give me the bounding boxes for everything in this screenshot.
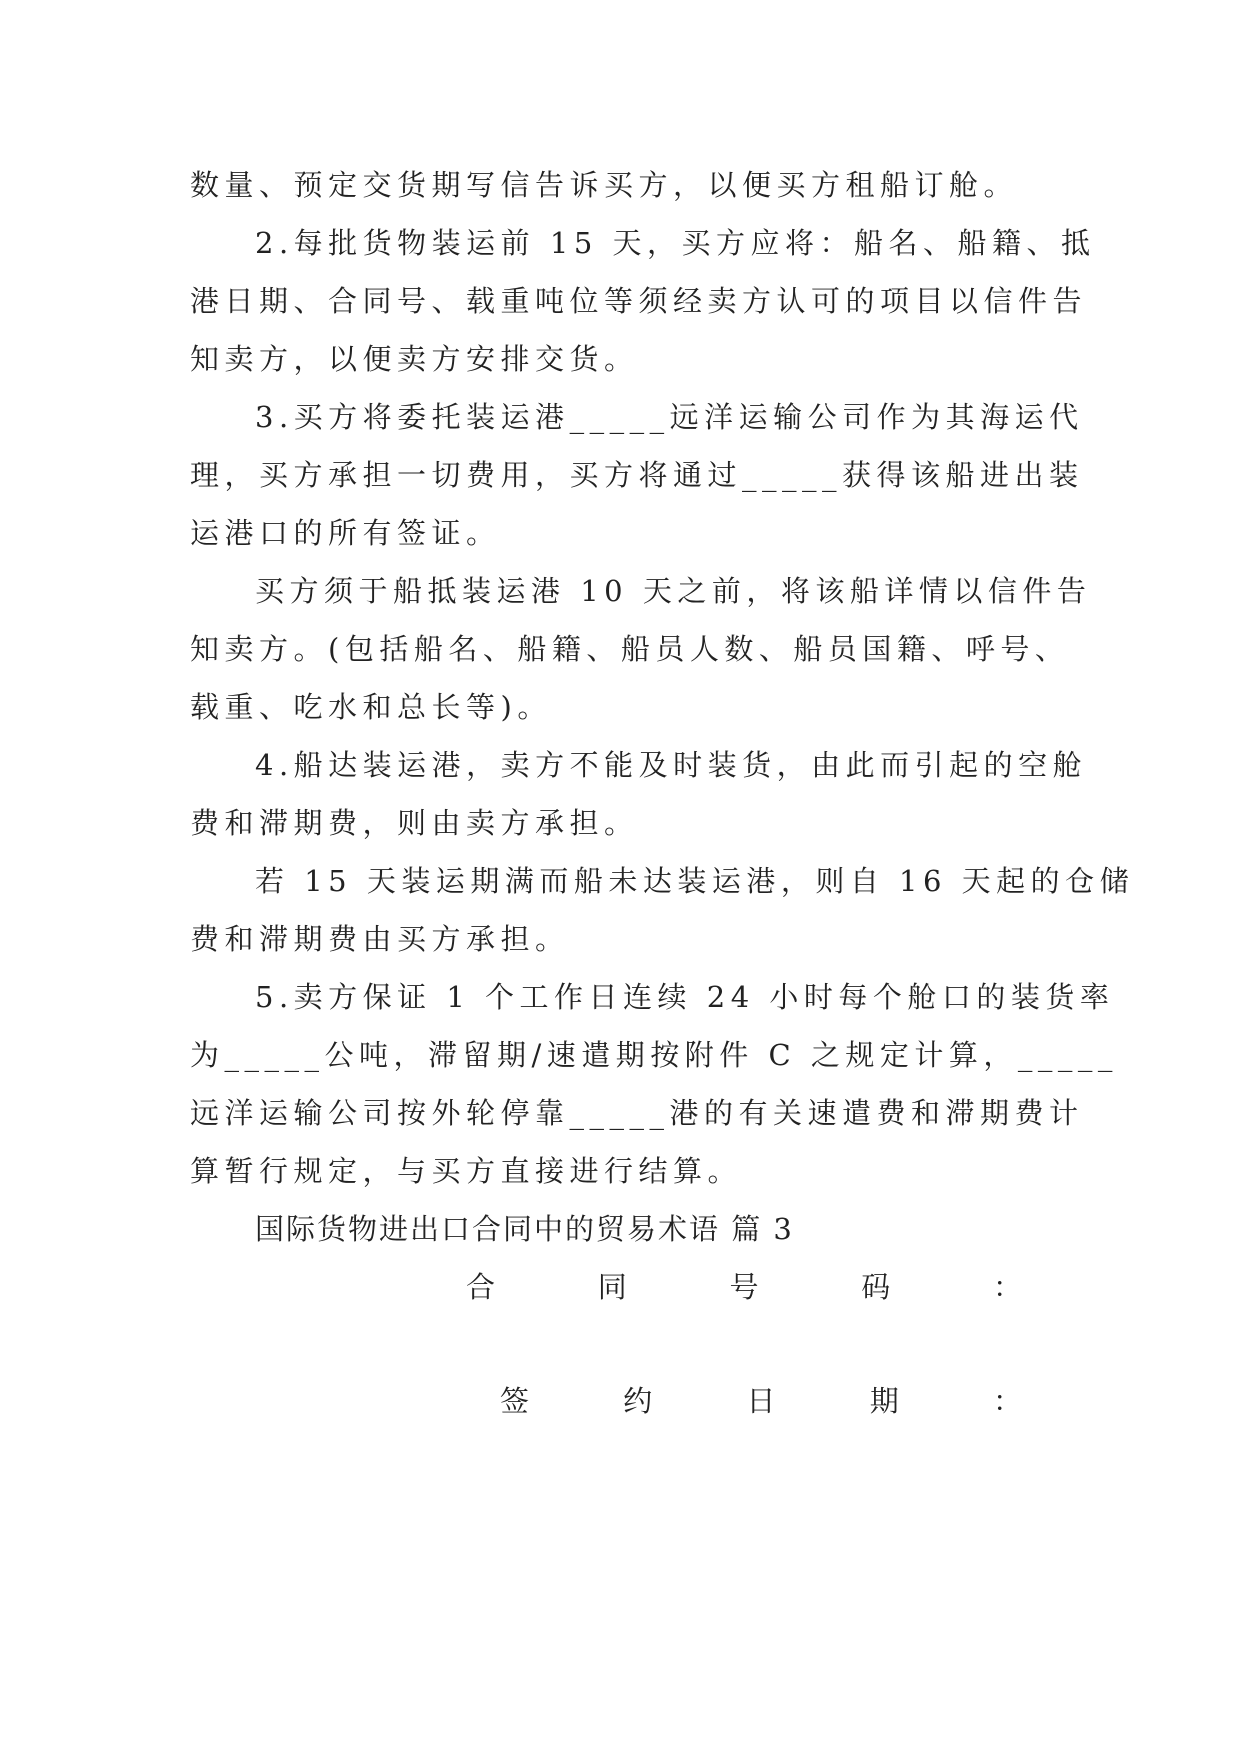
paragraph-line: 2.每批货物装运前 15 天，买方应将：船名、船籍、抵 <box>255 226 1096 260</box>
paragraph-line: 远洋运输公司按外轮停靠_____港的有关速遣费和滞期费计 <box>190 1096 1084 1130</box>
paragraph-line: 3.买方将委托装运港_____远洋运输公司作为其海运代 <box>255 400 1084 434</box>
paragraph-line: 买方须于船抵装运港 10 天之前，将该船详情以信件告 <box>255 574 1092 608</box>
paragraph-line: 数量、预定交货期写信告诉买方，以便买方租船订舱。 <box>190 168 1019 202</box>
paragraph-line: 港日期、合同号、载重吨位等须经卖方认可的项目以信件告 <box>190 284 1088 318</box>
paragraph-line: 费和滞期费，则由卖方承担。 <box>190 806 639 840</box>
label-char: 期 <box>869 1384 899 1418</box>
paragraph-line: 若 15 天装运期满而船未达装运港，则自 16 天起的仓储 <box>255 864 1135 898</box>
paragraph-line: 4.船达装运港，卖方不能及时装货，由此而引起的空舱 <box>255 748 1088 782</box>
label-char: 日 <box>746 1384 776 1418</box>
label-char: 约 <box>623 1384 653 1418</box>
label-char: 码 <box>861 1270 891 1304</box>
section-heading: 国际货物进出口合同中的贸易术语 篇 3 <box>255 1212 794 1246</box>
contract-number-label <box>466 1267 1022 1307</box>
paragraph-line: 知卖方，以便卖方安排交货。 <box>190 342 639 376</box>
paragraph-line: 知卖方。(包括船名、船籍、船员人数、船员国籍、呼号、 <box>190 632 1070 666</box>
paragraph-line: 费和滞期费由买方承担。 <box>190 922 570 956</box>
label-char: 号 <box>729 1270 759 1304</box>
paragraph-line: 5.卖方保证 1 个工作日连续 24 小时每个舱口的装货率 <box>255 980 1115 1014</box>
paragraph-line: 运港口的所有签证。 <box>190 516 501 550</box>
paragraph-line: 理，买方承担一切费用，买方将通过_____获得该船进出装 <box>190 458 1084 492</box>
label-char: 合 <box>466 1270 496 1304</box>
label-char: ： <box>992 1270 1022 1304</box>
paragraph-line: 载重、吃水和总长等)。 <box>190 690 552 724</box>
sign-date-label <box>500 1381 1022 1421</box>
paragraph-line: 为_____公吨，滞留期/速遣期按附件 C 之规定计算，_____ <box>190 1038 1118 1072</box>
label-char: ： <box>992 1384 1022 1418</box>
label-char: 同 <box>597 1270 627 1304</box>
label-char: 签 <box>500 1384 530 1418</box>
paragraph-line: 算暂行规定，与买方直接进行结算。 <box>190 1154 743 1188</box>
